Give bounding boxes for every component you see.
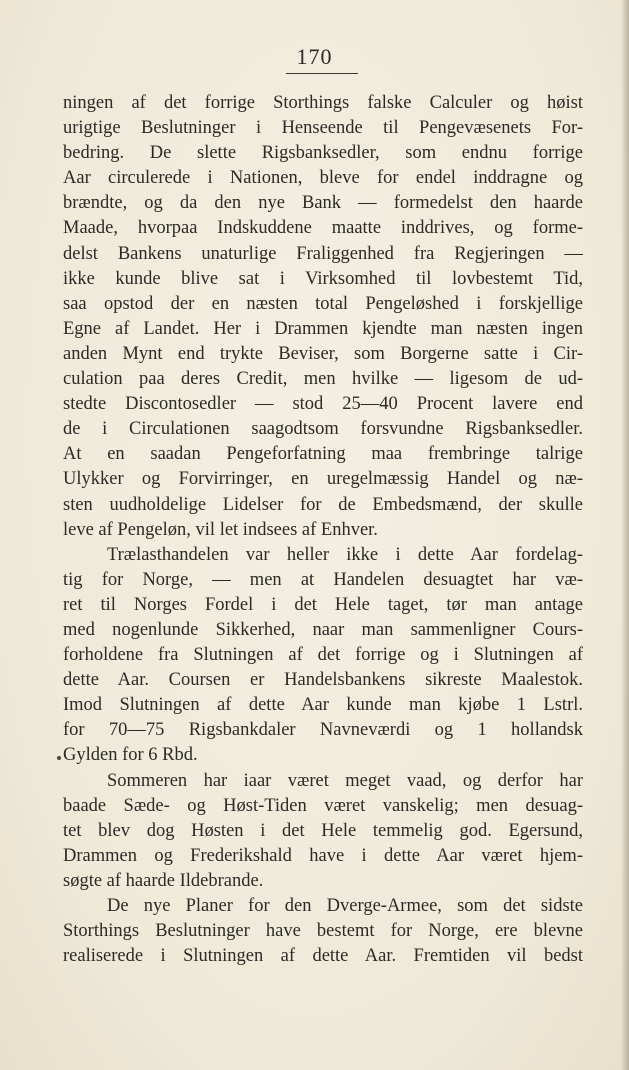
text-line: ningen af det forrige Storthings falske Calculer og høist — [63, 93, 583, 113]
text-line: ret til Norges Fordel i det Hele taget, tør man antage — [63, 594, 583, 615]
text-line: de i Circulationen saagodtsom forsvundne Rigsbanksedler. — [63, 419, 583, 440]
text-line: realiserede i Slutningen af dette Aar. Fremtiden vil bedst — [63, 946, 583, 967]
text-line: culation paa deres Credit, men hvilke — ligesom de ud- — [63, 369, 583, 390]
text-line: ikke kunde blive sat i Virksomhed til lovbestemt Tid, — [63, 268, 583, 289]
text-line: Maade, hvorpaa Indskuddene maatte inddrives, og forme- — [63, 218, 583, 239]
header-rule — [286, 73, 358, 74]
text-line: sten uudholdelige Lidelser for de Embedsmænd, der skulle — [63, 494, 583, 515]
margin-dot-mark — [57, 756, 61, 760]
text-line: bedring. De slette Rigsbanksedler, som endnu forrige — [63, 143, 583, 164]
text-line: tig for Norge, — men at Handelen desuagtet har væ- — [63, 569, 583, 590]
text-line: tet blev dog Høsten i det Hele temmelig god. Egersund, — [63, 820, 583, 841]
text-line: Sommeren har iaar været meget vaad, og derfor har — [107, 770, 583, 791]
text-line: De nye Planer for den Dverge-Armee, som det sidste — [107, 896, 583, 916]
text-line: stedte Discontosedler — stod 25—40 Procent lavere end — [63, 394, 583, 415]
text-line: dette Aar. Coursen er Handelsbankens sikreste Maalestok. — [63, 670, 583, 691]
text-line: Storthings Beslutninger have bestemt for Norge, ere blevne — [63, 921, 583, 942]
text-line: forholdene fra Slutningen af det forrige og i Slutningen af — [63, 645, 583, 666]
page-body-text — [63, 91, 583, 969]
text-line: Aar circulerede i Nationen, bleve for endel inddragne og — [63, 168, 583, 189]
text-line: Trælasthandelen var heller ikke i dette Aar fordelag- — [107, 544, 583, 565]
text-line: Ulykker og Forvirringer, en uregelmæssig Handel og næ- — [63, 469, 583, 490]
text-line: delst Bankens unaturlige Fraliggenhed fra Regjeringen — — [63, 243, 583, 264]
text-line: for 70—75 Rigsbankdaler Navneværdi og 1 hollandsk — [63, 720, 583, 741]
text-line: leve af Pengeløn, vil let indsees af Enhver. — [63, 519, 378, 540]
text-line: søgte af haarde Ildebrande. — [63, 870, 264, 891]
text-line: brændte, og da den nye Bank — formedelst den haarde — [63, 193, 583, 214]
text-line: Imod Slutningen af dette Aar kunde man kjøbe 1 Lstrl. — [63, 695, 583, 716]
page-edge-shadow — [621, 0, 629, 1070]
text-line: med nogenlunde Sikkerhed, naar man sammenligner Cours- — [63, 619, 583, 640]
text-line: saa opstod der en næsten total Pengeløshed i forskjellige — [63, 293, 583, 314]
text-line: Drammen og Frederikshald have i dette Aar været hjem- — [63, 845, 583, 866]
text-line: anden Mynt end trykte Beviser, som Borgerne satte i Cir- — [63, 343, 583, 364]
text-line: urigtige Beslutninger i Henseende til Pengevæsenets For- — [63, 118, 583, 139]
text-line: baade Sæde- og Høst-Tiden været vanskelig; men desuag- — [63, 795, 583, 816]
page-number: 170 — [296, 44, 333, 69]
text-line: Gylden for 6 Rbd. — [63, 745, 198, 766]
text-line: At en saadan Pengeforfatning maa frembringe talrige — [63, 444, 583, 465]
text-line: Egne af Landet. Her i Drammen kjendte man næsten ingen — [63, 318, 583, 339]
